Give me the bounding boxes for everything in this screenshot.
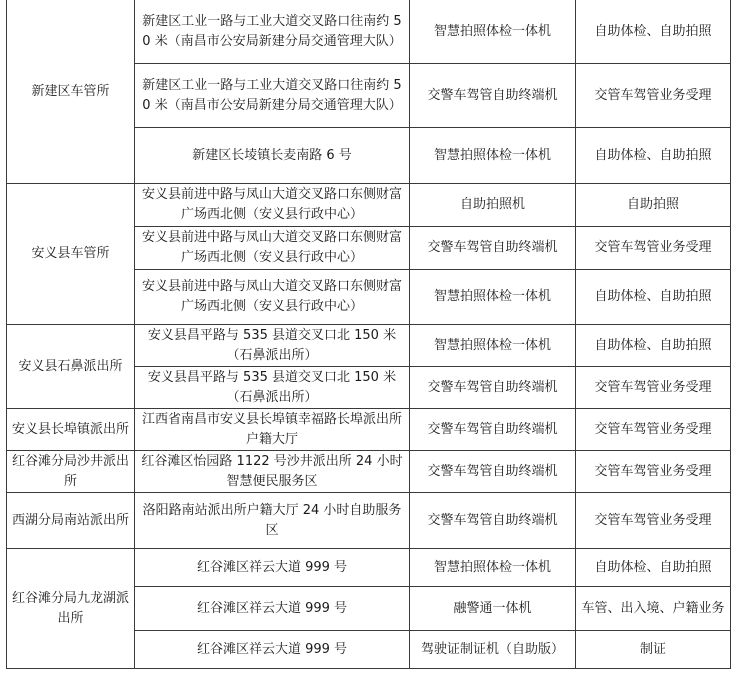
service-cell: 自助体检、自助拍照: [576, 325, 731, 367]
table-row: [7, 493, 731, 549]
address-cell: 红谷滩区怡园路 1122 号沙井派出所 24 小时智慧便民服务区: [135, 451, 410, 493]
device-cell: 驾驶证制证机（自助版）: [410, 631, 576, 669]
device-cell: 交警车驾管自助终端机: [410, 227, 576, 270]
device-cell: 交警车驾管自助终端机: [410, 367, 576, 409]
service-cell: 自助体检、自助拍照: [576, 270, 731, 325]
device-cell: 交警车驾管自助终端机: [410, 409, 576, 451]
service-cell: 交管车驾管业务受理: [576, 64, 731, 128]
table-row: [7, 451, 731, 493]
station-name: 安义县石鼻派出所: [7, 325, 135, 409]
address-cell: 江西省南昌市安义县长埠镇幸福路长埠派出所户籍大厅: [135, 409, 410, 451]
station-name: 红谷滩分局九龙湖派出所: [7, 549, 135, 669]
address-cell: 新建区工业一路与工业大道交叉路口往南约 50 米（南昌市公安局新建分局交通管理大队）: [135, 64, 410, 128]
service-cell: 自助体检、自助拍照: [576, 128, 731, 184]
service-cell: 自助拍照: [576, 184, 731, 227]
service-cell: 交管车驾管业务受理: [576, 227, 731, 270]
device-cell: 智慧拍照体检一体机: [410, 549, 576, 587]
address-cell: 安义县前进中路与凤山大道交叉路口东侧财富广场西北侧（安义县行政中心）: [135, 227, 410, 270]
service-cell: 制证: [576, 631, 731, 669]
address-cell: 红谷滩区祥云大道 999 号: [135, 631, 410, 669]
address-cell: 安义县昌平路与 535 县道交叉口北 150 米（石鼻派出所）: [135, 325, 410, 367]
station-name: 新建区车管所: [7, 0, 135, 184]
device-cell: 融警通一体机: [410, 587, 576, 631]
device-cell: 交警车驾管自助终端机: [410, 493, 576, 549]
station-name: 安义县长埠镇派出所: [7, 409, 135, 451]
table-row: [7, 409, 731, 451]
address-cell: 洛阳路南站派出所户籍大厅 24 小时自助服务区: [135, 493, 410, 549]
service-cell: 车管、出入境、户籍业务: [576, 587, 731, 631]
address-cell: 新建区工业一路与工业大道交叉路口往南约 50 米（南昌市公安局新建分局交通管理大队）: [135, 0, 410, 64]
address-cell: 红谷滩区祥云大道 999 号: [135, 549, 410, 587]
device-cell: 智慧拍照体检一体机: [410, 270, 576, 325]
address-cell: 安义县前进中路与凤山大道交叉路口东侧财富广场西北侧（安义县行政中心）: [135, 270, 410, 325]
device-cell: 智慧拍照体检一体机: [410, 325, 576, 367]
station-name: 安义县车管所: [7, 184, 135, 325]
table-row: [7, 325, 731, 367]
service-cell: 交管车驾管业务受理: [576, 493, 731, 549]
station-name: 西湖分局南站派出所: [7, 493, 135, 549]
service-location-table: [6, 0, 731, 669]
device-cell: 智慧拍照体检一体机: [410, 128, 576, 184]
service-cell: 自助体检、自助拍照: [576, 0, 731, 64]
service-cell: 交管车驾管业务受理: [576, 451, 731, 493]
device-cell: 交警车驾管自助终端机: [410, 64, 576, 128]
table-row: [7, 549, 731, 587]
address-cell: 安义县昌平路与 535 县道交叉口北 150 米（石鼻派出所）: [135, 367, 410, 409]
device-cell: 自助拍照机: [410, 184, 576, 227]
table-row: [7, 184, 731, 227]
service-cell: 交管车驾管业务受理: [576, 367, 731, 409]
device-cell: 智慧拍照体检一体机: [410, 0, 576, 64]
device-cell: 交警车驾管自助终端机: [410, 451, 576, 493]
address-cell: 安义县前进中路与凤山大道交叉路口东侧财富广场西北侧（安义县行政中心）: [135, 184, 410, 227]
station-name: 红谷滩分局沙井派出所: [7, 451, 135, 493]
address-cell: 新建区长堎镇长麦南路 6 号: [135, 128, 410, 184]
table-row: [7, 0, 731, 64]
address-cell: 红谷滩区祥云大道 999 号: [135, 587, 410, 631]
service-cell: 交管车驾管业务受理: [576, 409, 731, 451]
service-cell: 自助体检、自助拍照: [576, 549, 731, 587]
